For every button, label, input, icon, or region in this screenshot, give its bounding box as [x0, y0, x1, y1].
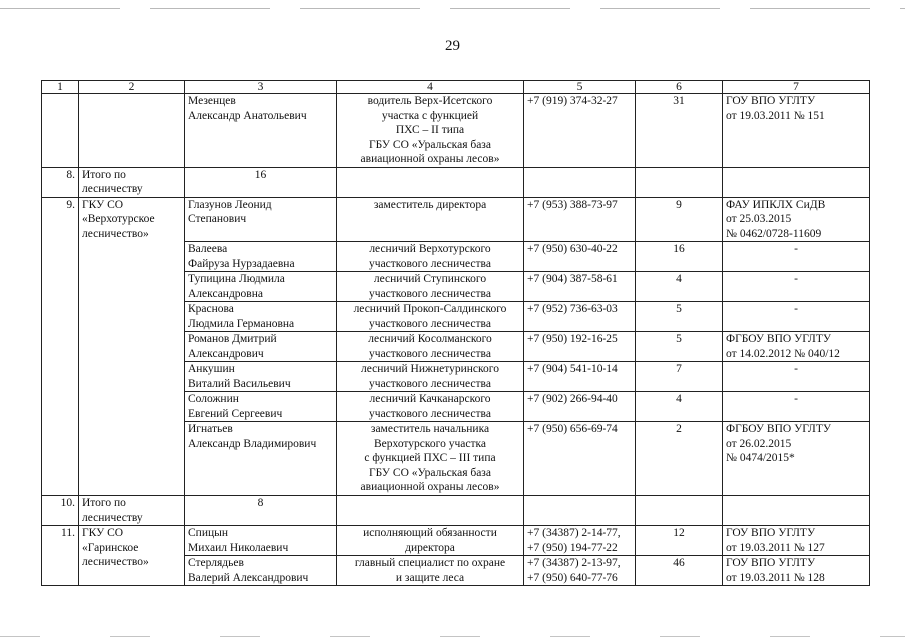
- qualification-cell: -: [723, 362, 870, 392]
- phone-cell: +7 (919) 374-32-27: [524, 94, 636, 168]
- column-header: 3: [185, 81, 337, 94]
- employee-name-cell: Спицын Михаил Николаевич: [185, 526, 337, 556]
- column-header: 4: [337, 81, 524, 94]
- row-number-cell: 9.: [42, 197, 79, 496]
- column-number-row: [42, 81, 870, 94]
- experience-cell: 4: [636, 272, 723, 302]
- qualification-cell: ГОУ ВПО УГЛТУ от 19.03.2011 № 128: [723, 556, 870, 586]
- employee-name-cell: Мезенцев Александр Анатольевич: [185, 94, 337, 168]
- empty-cell: [636, 167, 723, 197]
- total-count-cell: 16: [185, 167, 337, 197]
- employee-name-cell: Игнатьев Александр Владимирович: [185, 422, 337, 496]
- phone-cell: +7 (904) 541-10-14: [524, 362, 636, 392]
- position-cell: лесничий Нижнетуринского участкового лесничества: [337, 362, 524, 392]
- experience-cell: 5: [636, 302, 723, 332]
- total-count-cell: 8: [185, 496, 337, 526]
- forestry-cell: Итого по лесничеству: [79, 167, 185, 197]
- position-cell: лесничий Качканарского участкового лесничества: [337, 392, 524, 422]
- position-cell: лесничий Ступинского участкового лесничества: [337, 272, 524, 302]
- experience-cell: 2: [636, 422, 723, 496]
- phone-cell: +7 (902) 266-94-40: [524, 392, 636, 422]
- row-number-cell: 8.: [42, 167, 79, 197]
- phone-cell: +7 (950) 656-69-74: [524, 422, 636, 496]
- employee-name-cell: Тупицина Людмила Александровна: [185, 272, 337, 302]
- column-header: 7: [723, 81, 870, 94]
- experience-cell: 31: [636, 94, 723, 168]
- experience-cell: 46: [636, 556, 723, 586]
- personnel-table: [41, 80, 870, 586]
- qualification-cell: ГОУ ВПО УГЛТУ от 19.03.2011 № 127: [723, 526, 870, 556]
- column-header: 5: [524, 81, 636, 94]
- position-cell: заместитель директора: [337, 197, 524, 242]
- forestry-cell: ГКУ СО «Гаринское лесничество»: [79, 526, 185, 586]
- empty-cell: [524, 167, 636, 197]
- employee-name-cell: Краснова Людмила Германовна: [185, 302, 337, 332]
- column-header: 2: [79, 81, 185, 94]
- empty-cell: [337, 496, 524, 526]
- phone-cell: +7 (952) 736-63-03: [524, 302, 636, 332]
- experience-cell: 16: [636, 242, 723, 272]
- qualification-cell: -: [723, 392, 870, 422]
- total-row: [42, 167, 870, 197]
- qualification-cell: ФАУ ИПКЛХ СиДВ от 25.03.2015 № 0462/0728-11609: [723, 197, 870, 242]
- row-number-cell: 11.: [42, 526, 79, 586]
- row-number-cell: 10.: [42, 496, 79, 526]
- page-number: 29: [445, 38, 460, 54]
- employee-name-cell: Романов Дмитрий Александрович: [185, 332, 337, 362]
- phone-cell: +7 (34387) 2-14-77, +7 (950) 194-77-22: [524, 526, 636, 556]
- experience-cell: 9: [636, 197, 723, 242]
- qualification-cell: ГОУ ВПО УГЛТУ от 19.03.2011 № 151: [723, 94, 870, 168]
- column-header: 6: [636, 81, 723, 94]
- forestry-cell: ГКУ СО «Верхотурское лесничество»: [79, 197, 185, 496]
- qualification-cell: -: [723, 272, 870, 302]
- employee-name-cell: Глазунов Леонид Степанович: [185, 197, 337, 242]
- column-header: 1: [42, 81, 79, 94]
- phone-cell: +7 (950) 630-40-22: [524, 242, 636, 272]
- position-cell: лесничий Прокоп-Салдинского участкового лесничества: [337, 302, 524, 332]
- position-cell: главный специалист по охране и защите леса: [337, 556, 524, 586]
- employee-name-cell: Анкушин Виталий Васильевич: [185, 362, 337, 392]
- table-row: [42, 197, 870, 242]
- phone-cell: +7 (34387) 2-13-97, +7 (950) 640-77-76: [524, 556, 636, 586]
- table-row: [42, 526, 870, 556]
- experience-cell: 4: [636, 392, 723, 422]
- phone-cell: +7 (904) 387-58-61: [524, 272, 636, 302]
- experience-cell: 12: [636, 526, 723, 556]
- qualification-cell: ФГБОУ ВПО УГЛТУ от 14.02.2012 № 040/12: [723, 332, 870, 362]
- experience-cell: 5: [636, 332, 723, 362]
- empty-cell: [524, 496, 636, 526]
- table-row: [42, 94, 870, 168]
- employee-name-cell: Стерлядьев Валерий Александрович: [185, 556, 337, 586]
- empty-cell: [723, 496, 870, 526]
- experience-cell: 7: [636, 362, 723, 392]
- employee-name-cell: Соложнин Евгений Сергеевич: [185, 392, 337, 422]
- position-cell: лесничий Косолманского участкового лесничества: [337, 332, 524, 362]
- position-cell: водитель Верх-Исетского участка с функцией ПХС – II типа ГБУ СО «Уральская база авиационной охраны лесов»: [337, 94, 524, 168]
- qualification-cell: ФГБОУ ВПО УГЛТУ от 26.02.2015 № 0474/2015*: [723, 422, 870, 496]
- row-number-cell: [42, 94, 79, 168]
- qualification-cell: -: [723, 242, 870, 272]
- top-scan-line: [0, 8, 905, 9]
- bottom-scan-line: [0, 636, 905, 637]
- phone-cell: +7 (953) 388-73-97: [524, 197, 636, 242]
- position-cell: заместитель начальника Верхотурского участка с функцией ПХС – III типа ГБУ СО «Уральская база авиационной охраны лесов»: [337, 422, 524, 496]
- phone-cell: +7 (950) 192-16-25: [524, 332, 636, 362]
- position-cell: исполняющий обязанности директора: [337, 526, 524, 556]
- total-row: [42, 496, 870, 526]
- empty-cell: [337, 167, 524, 197]
- forestry-cell: Итого по лесничеству: [79, 496, 185, 526]
- forestry-cell: [79, 94, 185, 168]
- position-cell: лесничий Верхотурского участкового лесничества: [337, 242, 524, 272]
- qualification-cell: -: [723, 302, 870, 332]
- empty-cell: [636, 496, 723, 526]
- empty-cell: [723, 167, 870, 197]
- employee-name-cell: Валеева Файруза Нурзадаевна: [185, 242, 337, 272]
